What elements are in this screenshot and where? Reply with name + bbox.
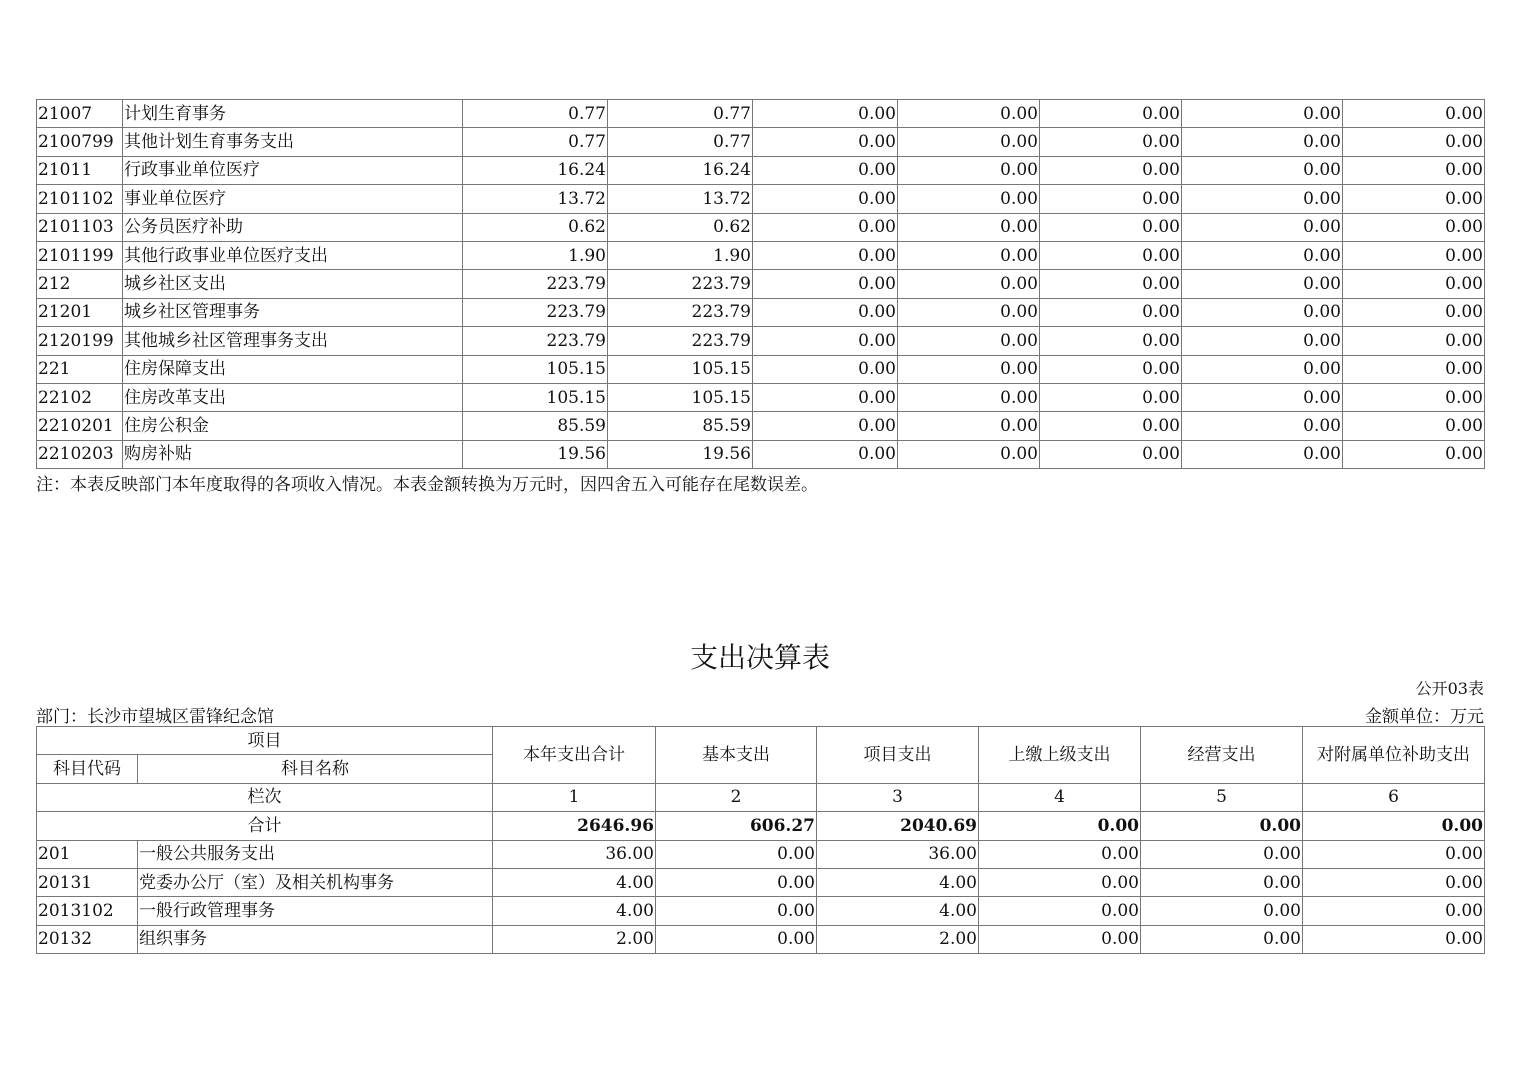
amount-cell: 0.00	[1182, 128, 1343, 156]
amount-cell: 0.00	[753, 440, 898, 468]
table-row	[37, 241, 1485, 269]
project-header: 项目	[37, 727, 493, 755]
total-value: 0.00	[1141, 812, 1303, 840]
amount-cell: 105.15	[463, 355, 608, 383]
amount-cell: 0.00	[753, 100, 898, 128]
table-row	[37, 327, 1485, 355]
amount-cell: 0.00	[1040, 241, 1182, 269]
amount-cell: 0.00	[1182, 327, 1343, 355]
amount-cell: 0.00	[1182, 185, 1343, 213]
amount-cell: 0.00	[656, 840, 817, 868]
subject-code-cell: 22102	[37, 383, 123, 411]
subject-code-header: 科目代码	[37, 755, 138, 783]
col-header-project: 项目支出	[817, 727, 979, 784]
amount-cell: 0.00	[1040, 355, 1182, 383]
column-number: 6	[1303, 783, 1485, 811]
subject-name-cell: 住房公积金	[123, 412, 463, 440]
amount-cell: 4.00	[493, 868, 656, 896]
amount-cell: 0.00	[979, 925, 1141, 953]
amount-cell: 0.00	[1343, 412, 1485, 440]
table-row	[37, 298, 1485, 326]
subject-code-cell: 221	[37, 355, 123, 383]
amount-cell: 0.00	[1182, 440, 1343, 468]
amount-cell: 0.00	[1182, 241, 1343, 269]
total-label: 合计	[37, 812, 493, 840]
amount-cell: 0.00	[1141, 925, 1303, 953]
amount-unit-label: 金额单位：万元	[1365, 707, 1484, 727]
income-detail-table	[36, 99, 1485, 469]
amount-cell: 0.00	[1040, 128, 1182, 156]
amount-cell: 0.00	[656, 868, 817, 896]
amount-cell: 0.00	[753, 213, 898, 241]
amount-cell: 0.00	[979, 897, 1141, 925]
amount-cell: 0.00	[898, 270, 1040, 298]
amount-cell: 0.62	[608, 213, 753, 241]
amount-cell: 0.00	[898, 185, 1040, 213]
amount-cell: 0.00	[1040, 412, 1182, 440]
amount-cell: 0.00	[1182, 383, 1343, 411]
amount-cell: 0.00	[979, 840, 1141, 868]
amount-cell: 0.00	[898, 128, 1040, 156]
amount-cell: 0.00	[1040, 270, 1182, 298]
amount-cell: 36.00	[493, 840, 656, 868]
table-row	[37, 213, 1485, 241]
amount-cell: 0.00	[1040, 156, 1182, 184]
subject-code-cell: 2101102	[37, 185, 123, 213]
subject-code-cell: 21201	[37, 298, 123, 326]
expenditure-table	[36, 726, 1485, 954]
table-row	[37, 412, 1485, 440]
amount-cell: 0.00	[1182, 100, 1343, 128]
amount-cell: 223.79	[463, 327, 608, 355]
amount-cell: 0.77	[608, 128, 753, 156]
amount-cell: 0.00	[1303, 840, 1485, 868]
amount-cell: 0.00	[898, 355, 1040, 383]
amount-cell: 0.00	[898, 327, 1040, 355]
subject-name-cell: 党委办公厅（室）及相关机构事务	[138, 868, 493, 896]
amount-cell: 105.15	[463, 383, 608, 411]
amount-cell: 0.00	[898, 383, 1040, 411]
subject-name-cell: 一般公共服务支出	[138, 840, 493, 868]
amount-cell: 0.00	[1141, 840, 1303, 868]
amount-cell: 0.00	[1040, 185, 1182, 213]
department-label: 部门：长沙市望城区雷锋纪念馆	[36, 707, 274, 727]
subject-name-cell: 组织事务	[138, 925, 493, 953]
column-number: 4	[979, 783, 1141, 811]
amount-cell: 13.72	[608, 185, 753, 213]
col-header-total: 本年支出合计	[493, 727, 656, 784]
amount-cell: 0.00	[753, 412, 898, 440]
total-value: 2646.96	[493, 812, 656, 840]
column-number-label: 栏次	[37, 783, 493, 811]
amount-cell: 0.00	[1303, 897, 1485, 925]
subject-name-cell: 公务员医疗补助	[123, 213, 463, 241]
subject-code-cell: 212	[37, 270, 123, 298]
amount-cell: 0.00	[753, 270, 898, 298]
amount-cell: 0.00	[898, 100, 1040, 128]
col-header-operating: 经营支出	[1141, 727, 1303, 784]
amount-cell: 0.00	[753, 327, 898, 355]
table-row	[37, 270, 1485, 298]
subject-code-cell: 20131	[37, 868, 138, 896]
subject-code-cell: 2100799	[37, 128, 123, 156]
table-row	[37, 100, 1485, 128]
subject-name-cell: 其他计划生育事务支出	[123, 128, 463, 156]
amount-cell: 105.15	[608, 383, 753, 411]
amount-cell: 0.00	[979, 868, 1141, 896]
amount-cell: 0.00	[898, 156, 1040, 184]
table-row	[37, 383, 1485, 411]
amount-cell: 0.00	[1343, 185, 1485, 213]
table-row	[37, 355, 1485, 383]
subject-name-cell: 购房补贴	[123, 440, 463, 468]
subject-code-cell: 21007	[37, 100, 123, 128]
amount-cell: 0.77	[608, 100, 753, 128]
amount-cell: 0.00	[1040, 383, 1182, 411]
amount-cell: 223.79	[608, 327, 753, 355]
amount-cell: 0.00	[1343, 440, 1485, 468]
table-row	[37, 185, 1485, 213]
subject-name-cell: 住房保障支出	[123, 355, 463, 383]
column-number: 5	[1141, 783, 1303, 811]
subject-code-cell: 201	[37, 840, 138, 868]
amount-cell: 0.00	[1343, 270, 1485, 298]
subject-code-cell: 2101199	[37, 241, 123, 269]
table-code: 公开03表	[1415, 679, 1484, 698]
subject-name-cell: 城乡社区支出	[123, 270, 463, 298]
amount-cell: 0.00	[753, 128, 898, 156]
amount-cell: 0.00	[1182, 412, 1343, 440]
amount-cell: 0.00	[1040, 440, 1182, 468]
amount-cell: 223.79	[608, 298, 753, 326]
col-header-upper: 上缴上级支出	[979, 727, 1141, 784]
amount-cell: 0.00	[656, 897, 817, 925]
subject-name-cell: 住房改革支出	[123, 383, 463, 411]
total-value: 606.27	[656, 812, 817, 840]
amount-cell: 4.00	[817, 868, 979, 896]
amount-cell: 0.00	[1182, 213, 1343, 241]
amount-cell: 0.00	[1182, 298, 1343, 326]
subject-name-cell: 计划生育事务	[123, 100, 463, 128]
total-value: 0.00	[979, 812, 1141, 840]
amount-cell: 0.00	[898, 241, 1040, 269]
amount-cell: 0.00	[898, 412, 1040, 440]
amount-cell: 0.00	[1343, 128, 1485, 156]
amount-cell: 0.00	[656, 925, 817, 953]
income-detail-body	[37, 100, 1485, 469]
amount-cell: 0.00	[1343, 213, 1485, 241]
table-row	[37, 925, 1485, 953]
amount-cell: 19.56	[463, 440, 608, 468]
amount-cell: 0.00	[1040, 100, 1182, 128]
amount-cell: 0.62	[463, 213, 608, 241]
column-number-row	[37, 783, 1485, 811]
table-row	[37, 840, 1485, 868]
total-value: 0.00	[1303, 812, 1485, 840]
amount-cell: 1.90	[463, 241, 608, 269]
column-number: 3	[817, 783, 979, 811]
subject-name-cell: 城乡社区管理事务	[123, 298, 463, 326]
amount-cell: 0.00	[1040, 298, 1182, 326]
amount-cell: 0.00	[1343, 241, 1485, 269]
amount-cell: 223.79	[463, 270, 608, 298]
subject-name-cell: 一般行政管理事务	[138, 897, 493, 925]
amount-cell: 105.15	[608, 355, 753, 383]
amount-cell: 2.00	[817, 925, 979, 953]
amount-cell: 85.59	[608, 412, 753, 440]
total-row	[37, 812, 1485, 840]
col-header-subsidy: 对附属单位补助支出	[1303, 727, 1485, 784]
subject-code-cell: 2013102	[37, 897, 138, 925]
amount-cell: 0.00	[1343, 156, 1485, 184]
amount-cell: 85.59	[463, 412, 608, 440]
amount-cell: 1.90	[608, 241, 753, 269]
subject-code-cell: 2210203	[37, 440, 123, 468]
amount-cell: 0.00	[1141, 897, 1303, 925]
subject-name-cell: 事业单位医疗	[123, 185, 463, 213]
amount-cell: 0.00	[1182, 270, 1343, 298]
amount-cell: 0.00	[1303, 925, 1485, 953]
amount-cell: 4.00	[493, 897, 656, 925]
subject-name-header: 科目名称	[138, 755, 493, 783]
amount-cell: 0.00	[1343, 327, 1485, 355]
subject-code-cell: 2101103	[37, 213, 123, 241]
amount-cell: 0.00	[753, 156, 898, 184]
table-note: 注：本表反映部门本年度取得的各项收入情况。本表金额转换为万元时，因四舍五入可能存在尾数误差。	[36, 475, 818, 495]
amount-cell: 0.00	[1343, 383, 1485, 411]
table-row	[37, 156, 1485, 184]
expenditure-body	[37, 727, 1485, 954]
header-row-1	[37, 727, 1485, 755]
subject-code-cell: 21011	[37, 156, 123, 184]
table-row	[37, 868, 1485, 896]
table-row	[37, 440, 1485, 468]
amount-cell: 0.00	[1343, 100, 1485, 128]
column-number: 2	[656, 783, 817, 811]
amount-cell: 0.00	[1040, 213, 1182, 241]
amount-cell: 16.24	[608, 156, 753, 184]
amount-cell: 0.00	[753, 185, 898, 213]
table-row	[37, 128, 1485, 156]
amount-cell: 19.56	[608, 440, 753, 468]
amount-cell: 0.00	[753, 383, 898, 411]
amount-cell: 0.00	[898, 298, 1040, 326]
amount-cell: 0.00	[753, 241, 898, 269]
amount-cell: 0.00	[1343, 355, 1485, 383]
amount-cell: 2.00	[493, 925, 656, 953]
amount-cell: 223.79	[463, 298, 608, 326]
amount-cell: 0.00	[1040, 327, 1182, 355]
amount-cell: 0.77	[463, 128, 608, 156]
amount-cell: 4.00	[817, 897, 979, 925]
column-number: 1	[493, 783, 656, 811]
amount-cell: 0.00	[753, 355, 898, 383]
page-title: 支出决算表	[689, 641, 830, 674]
amount-cell: 0.00	[1343, 298, 1485, 326]
subject-name-cell: 其他城乡社区管理事务支出	[123, 327, 463, 355]
amount-cell: 0.00	[753, 298, 898, 326]
amount-cell: 0.00	[898, 213, 1040, 241]
table-row	[37, 897, 1485, 925]
amount-cell: 0.00	[898, 440, 1040, 468]
amount-cell: 0.00	[1182, 156, 1343, 184]
amount-cell: 0.00	[1141, 868, 1303, 896]
amount-cell: 13.72	[463, 185, 608, 213]
amount-cell: 0.00	[1182, 355, 1343, 383]
subject-code-cell: 2120199	[37, 327, 123, 355]
col-header-basic: 基本支出	[656, 727, 817, 784]
amount-cell: 0.00	[1303, 868, 1485, 896]
amount-cell: 36.00	[817, 840, 979, 868]
subject-name-cell: 其他行政事业单位医疗支出	[123, 241, 463, 269]
subject-code-cell: 2210201	[37, 412, 123, 440]
amount-cell: 16.24	[463, 156, 608, 184]
subject-code-cell: 20132	[37, 925, 138, 953]
amount-cell: 0.77	[463, 100, 608, 128]
amount-cell: 223.79	[608, 270, 753, 298]
total-value: 2040.69	[817, 812, 979, 840]
subject-name-cell: 行政事业单位医疗	[123, 156, 463, 184]
